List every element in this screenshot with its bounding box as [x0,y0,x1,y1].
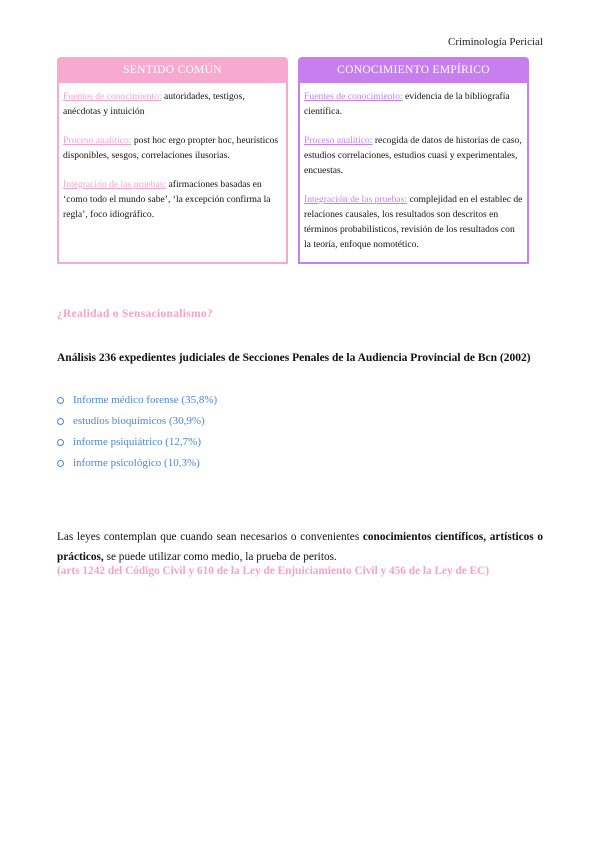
empirical-knowledge-body [298,83,529,264]
bullet-circle-icon [57,460,64,467]
bullet-circle-icon [57,439,64,446]
bullet-circle-icon [57,397,64,404]
block-label: Proceso analítico: [304,135,373,146]
block-text: autoridades, testigos, anécdotas y intuición [63,91,245,117]
list-item [57,453,217,474]
paragraph-emphasis: conocimientos científicos, artísticos o prácticos, [57,531,543,564]
list-item [57,411,217,432]
legal-reference: (arts 1242 del Código Civil y 610 de la Ley de Enjuiciamiento Civil y 456 de la Ley de EC) [57,565,490,577]
common-sense-heading: SENTIDO COMÚN [57,57,288,83]
common-sense-integration [63,177,282,222]
empirical-knowledge-heading: CONOCIMIENTO EMPÍRICO [298,57,529,83]
empirical-process [304,133,523,178]
list-item [57,390,217,411]
list-item-text: Informe médico forense (35,8%) [73,394,218,406]
block-label: Proceso analítico: [63,135,132,146]
common-sense-body [57,83,288,264]
block-text: afirmaciones basadas en ‘como todo el mundo sabe’, ‘la excepción confirma la regla’, foco idiográfico. [63,179,271,220]
common-sense-sources [63,89,282,119]
block-label: Fuentes de conocimiento: [63,91,162,102]
section-title: ¿Realidad o Sensacionalismo? [57,308,214,320]
empirical-sources [304,89,523,119]
block-label: Integración de las pruebas: [304,194,408,205]
block-text: complejidad en el establec de relaciones causales, los resultados son descritos en términos probabilísticos, revisión de los resultados con la teoría, enfoque nomotético. [304,194,523,250]
common-sense-process [63,133,282,163]
list-item-text: estudios bioquímicos (30,9%) [73,415,205,427]
list-item [57,432,217,453]
paragraph-text-end: se puede utilizar como medio, la prueba de peritos. [103,551,337,564]
list-item-text: informe psiquiátrico (12,7%) [73,436,201,448]
list-item-text: informe psicológico (10,3%) [73,457,200,469]
document-header: Criminología Pericial [447,36,543,48]
block-label: Integración de las pruebas: [63,179,167,190]
report-type-list [57,390,217,474]
analysis-heading: Análisis 236 expedientes judiciales de Secciones Penales de la Audiencia Provincial de Bcn (2002) [57,352,531,364]
common-sense-panel [57,57,288,264]
empirical-knowledge-panel [298,57,529,264]
expert-evidence-paragraph [57,527,543,567]
block-text: recogida de datos de historias de caso, estudios correlaciones, estudios cuasi y experimentales, encuestas. [304,135,522,176]
block-text: post hoc ergo propter hoc, heurísticos disponibles, sesgos, correlaciones ilusorias. [63,135,279,161]
block-text: evidencia de la bibliografía científica. [304,91,510,117]
empirical-integration [304,192,523,252]
paragraph-text-start: Las leyes contemplan que cuando sean necesarios o convenientes [57,531,363,544]
bullet-circle-icon [57,418,64,425]
block-label: Fuentes de conocimiento: [304,91,403,102]
